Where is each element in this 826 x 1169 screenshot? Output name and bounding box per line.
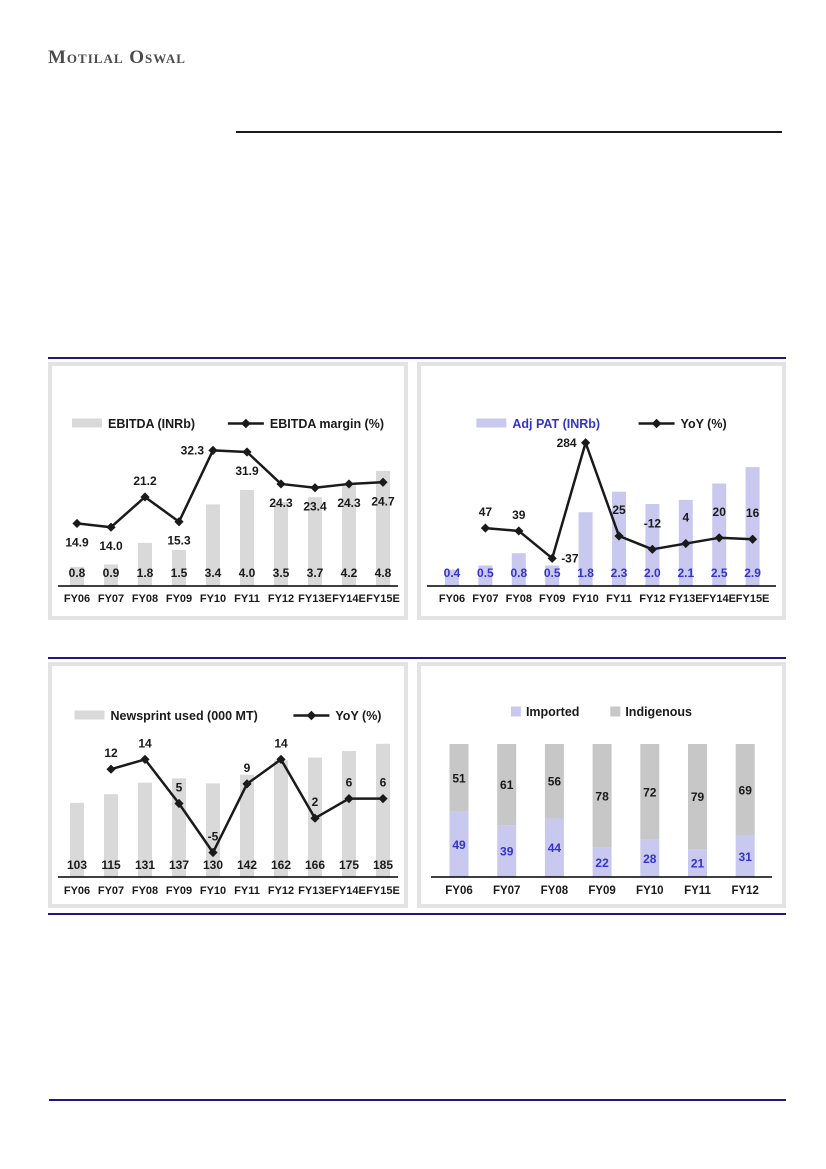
svg-text:-5: -5 <box>207 829 219 844</box>
svg-text:9: 9 <box>243 760 251 775</box>
svg-text:FY07: FY07 <box>492 885 521 897</box>
svg-text:12: 12 <box>104 746 118 761</box>
svg-text:FY06: FY06 <box>63 593 91 605</box>
svg-text:FY11: FY11 <box>234 885 260 897</box>
svg-text:2: 2 <box>311 795 319 810</box>
svg-text:Adj PAT (INRb): Adj PAT (INRb) <box>512 417 601 431</box>
adjpat-chart <box>421 366 782 616</box>
svg-text:3.5: 3.5 <box>272 566 290 580</box>
svg-text:14.0: 14.0 <box>99 539 123 554</box>
legend <box>476 417 726 431</box>
svg-text:FY11: FY11 <box>684 885 711 897</box>
svg-text:175: 175 <box>338 858 360 872</box>
svg-text:FY10: FY10 <box>636 885 664 897</box>
svg-text:FY06: FY06 <box>445 885 473 897</box>
svg-text:14: 14 <box>138 736 152 751</box>
svg-text:20: 20 <box>712 504 726 519</box>
svg-text:0.5: 0.5 <box>477 566 494 580</box>
svg-text:FY09: FY09 <box>165 593 193 605</box>
chart-panel-mix <box>417 662 786 908</box>
svg-text:16: 16 <box>745 506 760 521</box>
svg-text:1.8: 1.8 <box>136 566 154 580</box>
svg-text:1.8: 1.8 <box>577 566 594 580</box>
svg-text:0.9: 0.9 <box>102 566 120 580</box>
svg-text:2.0: 2.0 <box>644 566 661 580</box>
svg-text:72: 72 <box>643 785 657 800</box>
category-axis-labels <box>439 593 770 605</box>
svg-text:FY12: FY12 <box>267 593 295 605</box>
svg-text:FY08: FY08 <box>131 885 159 897</box>
svg-text:14: 14 <box>274 736 288 751</box>
svg-text:24.7: 24.7 <box>371 494 395 509</box>
svg-text:Indigenous: Indigenous <box>625 705 693 719</box>
svg-text:FY10: FY10 <box>199 885 227 897</box>
svg-text:69: 69 <box>738 783 752 798</box>
svg-text:4.8: 4.8 <box>374 566 392 580</box>
chart-panel-ebitda <box>48 362 408 620</box>
svg-text:28: 28 <box>643 851 657 866</box>
svg-text:24.3: 24.3 <box>269 495 293 510</box>
svg-text:FY10: FY10 <box>572 593 599 605</box>
brand-logo: Motilal Oswal <box>48 47 186 68</box>
svg-text:4.2: 4.2 <box>340 566 358 580</box>
footer-divider <box>49 1099 786 1101</box>
svg-text:6: 6 <box>345 775 353 790</box>
svg-text:6: 6 <box>379 775 387 790</box>
svg-text:24.3: 24.3 <box>337 495 361 510</box>
legend <box>511 705 692 719</box>
svg-text:FY15E: FY15E <box>366 593 400 605</box>
svg-text:0.5: 0.5 <box>543 566 561 580</box>
svg-text:FY11: FY11 <box>606 593 632 605</box>
svg-text:FY15E: FY15E <box>366 885 400 897</box>
section-rule-row2-top <box>48 657 786 659</box>
svg-text:78: 78 <box>595 789 609 804</box>
svg-text:2.9: 2.9 <box>744 566 761 580</box>
svg-text:3.7: 3.7 <box>306 566 324 580</box>
svg-text:23.4: 23.4 <box>303 499 327 514</box>
svg-text:FY07: FY07 <box>97 593 125 605</box>
svg-text:32.3: 32.3 <box>180 443 204 458</box>
svg-text:1.5: 1.5 <box>170 566 188 580</box>
category-axis-labels <box>445 885 759 897</box>
svg-text:21: 21 <box>690 856 705 871</box>
svg-text:137: 137 <box>168 858 190 872</box>
svg-text:142: 142 <box>236 858 258 872</box>
svg-text:FY08: FY08 <box>540 885 569 897</box>
svg-text:FY13E: FY13E <box>668 593 703 605</box>
svg-text:31.9: 31.9 <box>235 464 259 479</box>
svg-text:4.0: 4.0 <box>238 566 256 580</box>
svg-text:FY07: FY07 <box>472 593 499 605</box>
svg-text:YoY (%): YoY (%) <box>335 709 382 723</box>
category-axis-labels <box>64 885 400 897</box>
svg-text:31: 31 <box>738 849 752 864</box>
svg-text:25: 25 <box>612 503 626 517</box>
svg-text:61: 61 <box>500 778 514 793</box>
svg-text:2.5: 2.5 <box>710 566 728 580</box>
svg-text:130: 130 <box>202 858 224 872</box>
svg-text:FY12: FY12 <box>639 593 666 605</box>
svg-text:FY14E: FY14E <box>332 593 366 605</box>
chart-panel-newsprint <box>48 662 408 908</box>
svg-text:15.3: 15.3 <box>167 533 191 548</box>
svg-text:Newsprint used (000 MT): Newsprint used (000 MT) <box>110 709 258 723</box>
svg-text:103: 103 <box>66 858 88 872</box>
svg-text:EBITDA (INRb): EBITDA (INRb) <box>107 417 196 431</box>
svg-text:FY08: FY08 <box>505 593 532 605</box>
section-rule-row1-top <box>48 357 786 359</box>
svg-text:FY15E: FY15E <box>735 593 770 605</box>
svg-text:284: 284 <box>556 435 577 450</box>
svg-text:FY12: FY12 <box>731 885 759 897</box>
svg-text:FY09: FY09 <box>539 593 566 605</box>
svg-text:166: 166 <box>304 858 326 872</box>
svg-text:14.9: 14.9 <box>65 535 89 550</box>
svg-text:EBITDA margin (%): EBITDA margin (%) <box>269 417 385 431</box>
svg-text:FY11: FY11 <box>234 593 260 605</box>
svg-text:0.8: 0.8 <box>510 566 528 580</box>
svg-text:FY06: FY06 <box>63 885 91 897</box>
svg-text:FY09: FY09 <box>165 885 193 897</box>
svg-text:FY10: FY10 <box>199 593 227 605</box>
legend <box>72 417 384 431</box>
svg-text:FY07: FY07 <box>97 885 125 897</box>
svg-text:FY13E: FY13E <box>298 593 332 605</box>
svg-text:2.1: 2.1 <box>677 566 695 580</box>
svg-text:FY14E: FY14E <box>702 593 737 605</box>
svg-text:47: 47 <box>478 505 493 520</box>
svg-text:FY06: FY06 <box>438 593 466 605</box>
bar-value-labels <box>69 566 392 580</box>
legend <box>75 709 382 723</box>
chart-panel-adjpat <box>417 362 786 620</box>
svg-text:4: 4 <box>682 510 690 525</box>
svg-text:FY08: FY08 <box>131 593 159 605</box>
svg-text:39: 39 <box>512 507 526 522</box>
svg-text:51: 51 <box>452 771 466 786</box>
svg-text:FY14E: FY14E <box>332 885 366 897</box>
ebitda-chart <box>52 366 404 616</box>
svg-text:FY12: FY12 <box>267 885 295 897</box>
svg-text:44: 44 <box>547 841 562 856</box>
svg-text:5: 5 <box>175 780 183 795</box>
svg-text:56: 56 <box>547 774 562 789</box>
newsprint-mix-chart <box>421 666 782 904</box>
svg-text:185: 185 <box>372 858 394 872</box>
bar-value-labels <box>444 566 762 580</box>
line-series <box>72 446 387 532</box>
svg-text:FY09: FY09 <box>588 885 616 897</box>
svg-text:21.2: 21.2 <box>133 473 157 488</box>
svg-text:39: 39 <box>500 844 514 859</box>
svg-text:YoY (%): YoY (%) <box>680 417 727 431</box>
svg-text:131: 131 <box>134 858 156 872</box>
newsprint-chart <box>52 666 404 904</box>
svg-text:Imported: Imported <box>525 705 580 719</box>
svg-text:115: 115 <box>101 858 121 872</box>
svg-text:FY13E: FY13E <box>298 885 332 897</box>
category-axis-labels <box>64 593 400 605</box>
svg-text:0.8: 0.8 <box>68 566 86 580</box>
svg-text:49: 49 <box>452 837 466 852</box>
section-rule-row2-bottom <box>48 913 786 915</box>
svg-text:-37: -37 <box>561 551 579 566</box>
svg-text:79: 79 <box>690 790 705 805</box>
header-divider <box>236 131 782 133</box>
svg-text:2.3: 2.3 <box>610 566 628 580</box>
svg-text:-12: -12 <box>643 516 662 531</box>
svg-text:22: 22 <box>595 855 609 870</box>
svg-text:0.4: 0.4 <box>443 566 461 580</box>
svg-text:162: 162 <box>270 858 292 872</box>
bar-value-labels <box>67 858 393 872</box>
svg-text:3.4: 3.4 <box>204 566 222 580</box>
